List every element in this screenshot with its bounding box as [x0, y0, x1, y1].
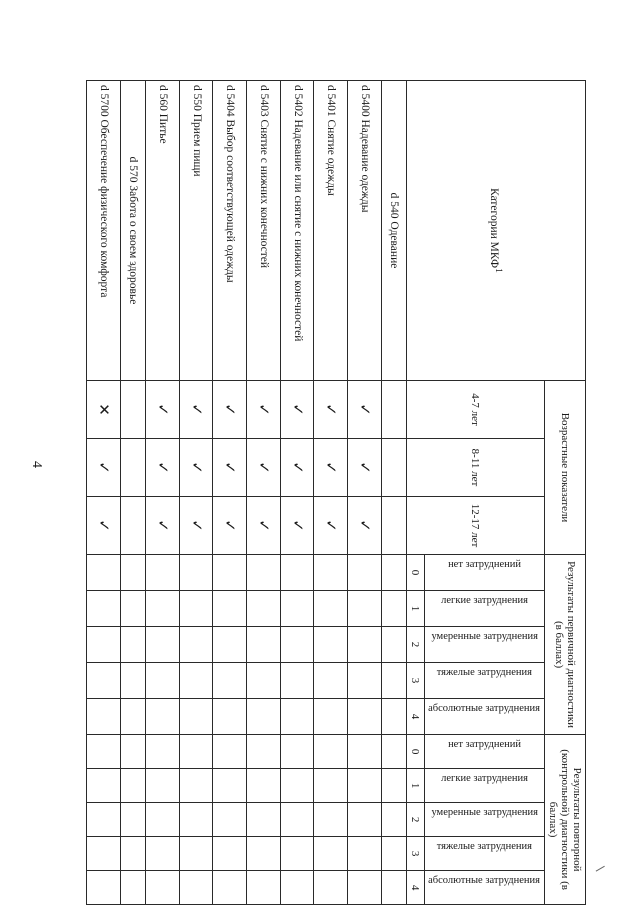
- primary-score-0: 0: [407, 555, 425, 591]
- table-row: [247, 81, 281, 905]
- score-cell[interactable]: [146, 663, 180, 699]
- category-cell: d 5700 Обеспечение физического комфорта: [87, 81, 121, 381]
- score-cell[interactable]: [120, 555, 145, 591]
- primary-score-0-label: нет затруднений: [425, 555, 545, 591]
- table-row: [348, 81, 382, 905]
- repeat-score-2-label: умеренные затруднения: [425, 803, 545, 837]
- category-header: [407, 81, 586, 381]
- age-mark-cell: ✓: [247, 497, 281, 555]
- score-cell[interactable]: [179, 591, 213, 627]
- score-cell[interactable]: [179, 735, 213, 769]
- score-cell[interactable]: [146, 837, 180, 871]
- score-cell[interactable]: [247, 591, 281, 627]
- score-cell[interactable]: [247, 871, 281, 905]
- score-cell[interactable]: [280, 735, 314, 769]
- table-row: [120, 81, 145, 905]
- score-cell[interactable]: [179, 663, 213, 699]
- age-mark-cell: ✓: [146, 497, 180, 555]
- score-cell[interactable]: [87, 735, 121, 769]
- score-cell[interactable]: [247, 735, 281, 769]
- score-cell[interactable]: [280, 591, 314, 627]
- score-cell[interactable]: [247, 769, 281, 803]
- score-cell[interactable]: [280, 837, 314, 871]
- primary-score-2: 2: [407, 627, 425, 663]
- score-cell[interactable]: [213, 735, 247, 769]
- age-mark-cell: ✓: [280, 497, 314, 555]
- table-body: [87, 81, 407, 905]
- score-cell[interactable]: [314, 803, 348, 837]
- age-mark-cell: ✓: [247, 381, 281, 439]
- score-cell[interactable]: [146, 699, 180, 735]
- score-cell[interactable]: [87, 837, 121, 871]
- table-row: [146, 81, 180, 905]
- score-cell[interactable]: [348, 769, 382, 803]
- repeat-diagnostics-header: Результаты повторной (контрольной) диагностики (в баллах): [545, 735, 586, 905]
- age-mark-cell: ✓: [348, 381, 382, 439]
- score-cell[interactable]: [314, 699, 348, 735]
- score-cell[interactable]: [314, 769, 348, 803]
- score-cell[interactable]: [120, 837, 145, 871]
- score-cell[interactable]: [348, 627, 382, 663]
- score-cell[interactable]: [280, 871, 314, 905]
- score-cell[interactable]: [87, 769, 121, 803]
- score-cell[interactable]: [381, 871, 406, 905]
- score-cell[interactable]: [146, 803, 180, 837]
- age-mark-cell: ✓: [314, 381, 348, 439]
- age-mark-cell: ✓: [247, 439, 281, 497]
- category-title: Категории МКФ: [488, 188, 501, 269]
- primary-score-1: 1: [407, 591, 425, 627]
- primary-score-4-label: абсолютные затруднения: [425, 699, 545, 735]
- age-mark-cell: ✓: [314, 497, 348, 555]
- score-cell[interactable]: [213, 699, 247, 735]
- score-cell[interactable]: [314, 663, 348, 699]
- score-cell[interactable]: [381, 735, 406, 769]
- age-12-17: 12-17 лет: [407, 497, 545, 555]
- age-4-7: 4-7 лет: [407, 381, 545, 439]
- score-cell[interactable]: [213, 627, 247, 663]
- score-cell[interactable]: [381, 699, 406, 735]
- age-mark-cell: ✓: [179, 497, 213, 555]
- score-cell[interactable]: [120, 627, 145, 663]
- score-cell[interactable]: [314, 627, 348, 663]
- table-row: [280, 81, 314, 905]
- score-cell[interactable]: [179, 769, 213, 803]
- score-cell[interactable]: [348, 837, 382, 871]
- score-cell[interactable]: [120, 803, 145, 837]
- score-cell[interactable]: [120, 769, 145, 803]
- score-cell[interactable]: [213, 591, 247, 627]
- score-cell[interactable]: [381, 627, 406, 663]
- score-cell[interactable]: [120, 735, 145, 769]
- age-mark-cell: ✓: [213, 439, 247, 497]
- score-cell[interactable]: [87, 803, 121, 837]
- score-cell[interactable]: [179, 837, 213, 871]
- category-cell: d 5400 Надевание одежды: [348, 81, 382, 381]
- score-cell[interactable]: [247, 803, 281, 837]
- score-cell[interactable]: [348, 591, 382, 627]
- repeat-score-0: 0: [407, 735, 425, 769]
- score-cell[interactable]: [381, 555, 406, 591]
- age-mark-cell: ✓: [87, 439, 121, 497]
- primary-diagnostics-header: Результаты первичной диагностики (в баллах): [545, 555, 586, 735]
- score-cell[interactable]: [348, 699, 382, 735]
- age-mark-cell: [381, 497, 406, 555]
- score-cell[interactable]: [213, 769, 247, 803]
- category-cell: d 570 Забота о своем здоровье: [120, 81, 145, 381]
- score-cell[interactable]: [348, 803, 382, 837]
- score-cell[interactable]: [247, 555, 281, 591]
- score-cell[interactable]: [120, 699, 145, 735]
- primary-score-1-label: легкие затруднения: [425, 591, 545, 627]
- repeat-score-4: 4: [407, 871, 425, 905]
- score-cell[interactable]: [146, 555, 180, 591]
- score-cell[interactable]: [381, 837, 406, 871]
- page-number: 4: [29, 461, 44, 468]
- score-cell[interactable]: [213, 803, 247, 837]
- age-mark-cell: [120, 381, 145, 439]
- score-cell[interactable]: [247, 699, 281, 735]
- score-cell[interactable]: [381, 803, 406, 837]
- score-cell[interactable]: [348, 735, 382, 769]
- score-cell[interactable]: [87, 871, 121, 905]
- category-footnote: 1: [492, 268, 504, 273]
- score-cell[interactable]: [280, 555, 314, 591]
- score-cell[interactable]: [348, 663, 382, 699]
- score-cell[interactable]: [146, 591, 180, 627]
- score-cell[interactable]: [314, 837, 348, 871]
- age-mark-cell: ✕: [87, 381, 121, 439]
- age-mark-cell: ✓: [146, 381, 180, 439]
- table-row: [213, 81, 247, 905]
- primary-score-3-label: тяжелые затруднения: [425, 663, 545, 699]
- score-cell[interactable]: [381, 591, 406, 627]
- score-cell[interactable]: [179, 555, 213, 591]
- age-mark-cell: [120, 497, 145, 555]
- score-cell[interactable]: [179, 803, 213, 837]
- age-mark-cell: ✓: [280, 381, 314, 439]
- score-cell[interactable]: [247, 627, 281, 663]
- score-cell[interactable]: [280, 663, 314, 699]
- repeat-score-0-label: нет затруднений: [425, 735, 545, 769]
- score-cell[interactable]: [179, 627, 213, 663]
- age-mark-cell: ✓: [213, 497, 247, 555]
- category-cell: d 5402 Надевание или снятие с нижних конечностей: [280, 81, 314, 381]
- score-cell[interactable]: [179, 871, 213, 905]
- score-cell[interactable]: [280, 699, 314, 735]
- primary-score-3: 3: [407, 663, 425, 699]
- table-row: [381, 81, 406, 905]
- score-cell[interactable]: [314, 871, 348, 905]
- age-mark-cell: [120, 439, 145, 497]
- score-cell[interactable]: [87, 663, 121, 699]
- score-cell[interactable]: [120, 663, 145, 699]
- age-mark-cell: ✓: [179, 381, 213, 439]
- age-group-header: Возрастные показатели: [545, 381, 586, 555]
- category-cell: d 550 Прием пищи: [179, 81, 213, 381]
- age-mark-cell: ✓: [314, 439, 348, 497]
- category-cell: d 540 Одевание: [381, 81, 406, 381]
- score-cell[interactable]: [314, 735, 348, 769]
- score-cell[interactable]: [146, 735, 180, 769]
- score-cell[interactable]: [280, 627, 314, 663]
- score-cell[interactable]: [247, 663, 281, 699]
- score-cell[interactable]: [247, 837, 281, 871]
- score-cell[interactable]: [87, 591, 121, 627]
- score-cell[interactable]: [87, 555, 121, 591]
- score-cell[interactable]: [120, 591, 145, 627]
- score-cell[interactable]: [213, 555, 247, 591]
- age-mark-cell: ✓: [179, 439, 213, 497]
- age-mark-cell: [381, 439, 406, 497]
- score-cell[interactable]: [381, 769, 406, 803]
- score-cell[interactable]: [87, 627, 121, 663]
- repeat-score-2: 2: [407, 803, 425, 837]
- assessment-table: [86, 80, 586, 905]
- score-cell[interactable]: [87, 699, 121, 735]
- primary-score-2-label: умеренные затруднения: [425, 627, 545, 663]
- assessment-sheet: [86, 80, 586, 904]
- category-cell: d 5401 Снятие одежды: [314, 81, 348, 381]
- pen-mark: [596, 866, 607, 874]
- repeat-score-1: 1: [407, 769, 425, 803]
- category-cell: d 560 Питье: [146, 81, 180, 381]
- score-cell[interactable]: [120, 871, 145, 905]
- repeat-score-3-label: тяжелые затруднения: [425, 837, 545, 871]
- primary-score-4: 4: [407, 699, 425, 735]
- table-row: [87, 81, 121, 905]
- score-cell[interactable]: [213, 837, 247, 871]
- repeat-score-1-label: легкие затруднения: [425, 769, 545, 803]
- age-mark-cell: ✓: [87, 497, 121, 555]
- repeat-score-4-label: абсолютные затруднения: [425, 871, 545, 905]
- table-row: [314, 81, 348, 905]
- score-cell[interactable]: [280, 803, 314, 837]
- category-cell: d 5403 Снятие с нижних конечностей: [247, 81, 281, 381]
- score-cell[interactable]: [146, 871, 180, 905]
- table-row: [179, 81, 213, 905]
- score-cell[interactable]: [146, 769, 180, 803]
- age-mark-cell: ✓: [280, 439, 314, 497]
- age-mark-cell: [381, 381, 406, 439]
- score-cell[interactable]: [314, 555, 348, 591]
- score-cell[interactable]: [213, 663, 247, 699]
- age-mark-cell: ✓: [146, 439, 180, 497]
- age-mark-cell: ✓: [213, 381, 247, 439]
- score-cell[interactable]: [348, 871, 382, 905]
- score-cell[interactable]: [314, 591, 348, 627]
- score-cell[interactable]: [179, 699, 213, 735]
- score-cell[interactable]: [348, 555, 382, 591]
- age-8-11: 8-11 лет: [407, 439, 545, 497]
- age-mark-cell: ✓: [348, 439, 382, 497]
- score-cell[interactable]: [381, 663, 406, 699]
- repeat-score-3: 3: [407, 837, 425, 871]
- age-mark-cell: ✓: [348, 497, 382, 555]
- score-cell[interactable]: [213, 871, 247, 905]
- score-cell[interactable]: [146, 627, 180, 663]
- score-cell[interactable]: [280, 769, 314, 803]
- category-cell: d 5404 Выбор соответствующей одежды: [213, 81, 247, 381]
